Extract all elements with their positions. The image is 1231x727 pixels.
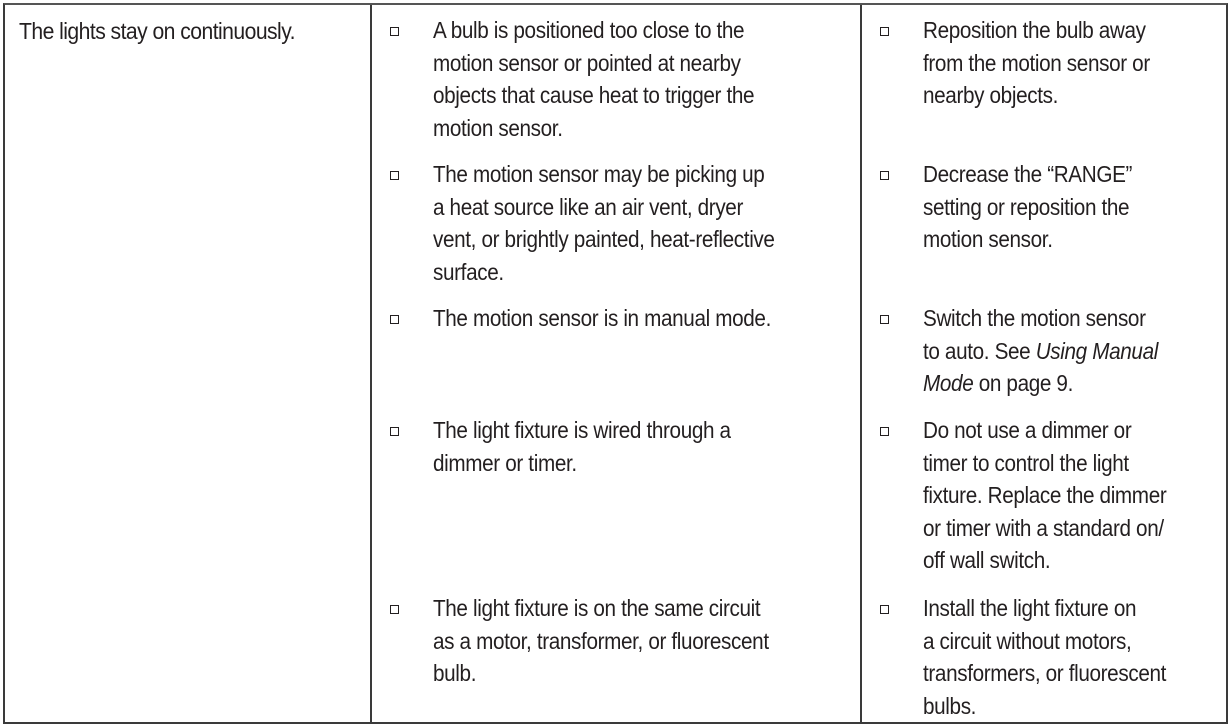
checkbox-icon xyxy=(880,605,889,614)
checkbox-icon xyxy=(880,427,889,436)
column-divider xyxy=(860,5,862,722)
checkbox-icon xyxy=(390,605,399,614)
checkbox-icon xyxy=(880,27,889,36)
checkbox-icon xyxy=(880,315,889,324)
checkbox-icon xyxy=(390,315,399,324)
manual-reference: Mode xyxy=(923,370,974,396)
problem-cell: The lights stay on continuously. xyxy=(19,18,295,44)
checkbox-icon xyxy=(880,171,889,180)
checkbox-icon xyxy=(390,171,399,180)
checkbox-icon xyxy=(390,27,399,36)
checkbox-icon xyxy=(390,427,399,436)
troubleshooting-table: The lights stay on continuously. A bulb is positioned too close to the motion sensor or pointed at nearby objects that cause heat to trigger the motion sensor. Reposition the bulb away from the motion sensor or nearby objects. The motion sensor may be picking up a heat source like an air vent, dryer vent, or brightly painted, heat-reflective surface. Decrease the “RANGE” setting or reposition the motion sensor. The motion sensor is in manual mode. Switch the motion sensor to auto. See Using Manual Mode on page 9. The light fixture is wired through a dimmer or timer. Do not use a dimmer or timer to control the light fixture. Replace the dimmer or timer with a standard on/ off wall switch. The light fixture is on the same circuit as a motor, transformer, or fluorescent bulb. Install the light fixture on a circuit without motors, transformers, or fluorescent bulbs. xyxy=(3,3,1228,724)
manual-reference: Using Manual xyxy=(1035,337,1158,364)
column-divider xyxy=(370,5,372,722)
